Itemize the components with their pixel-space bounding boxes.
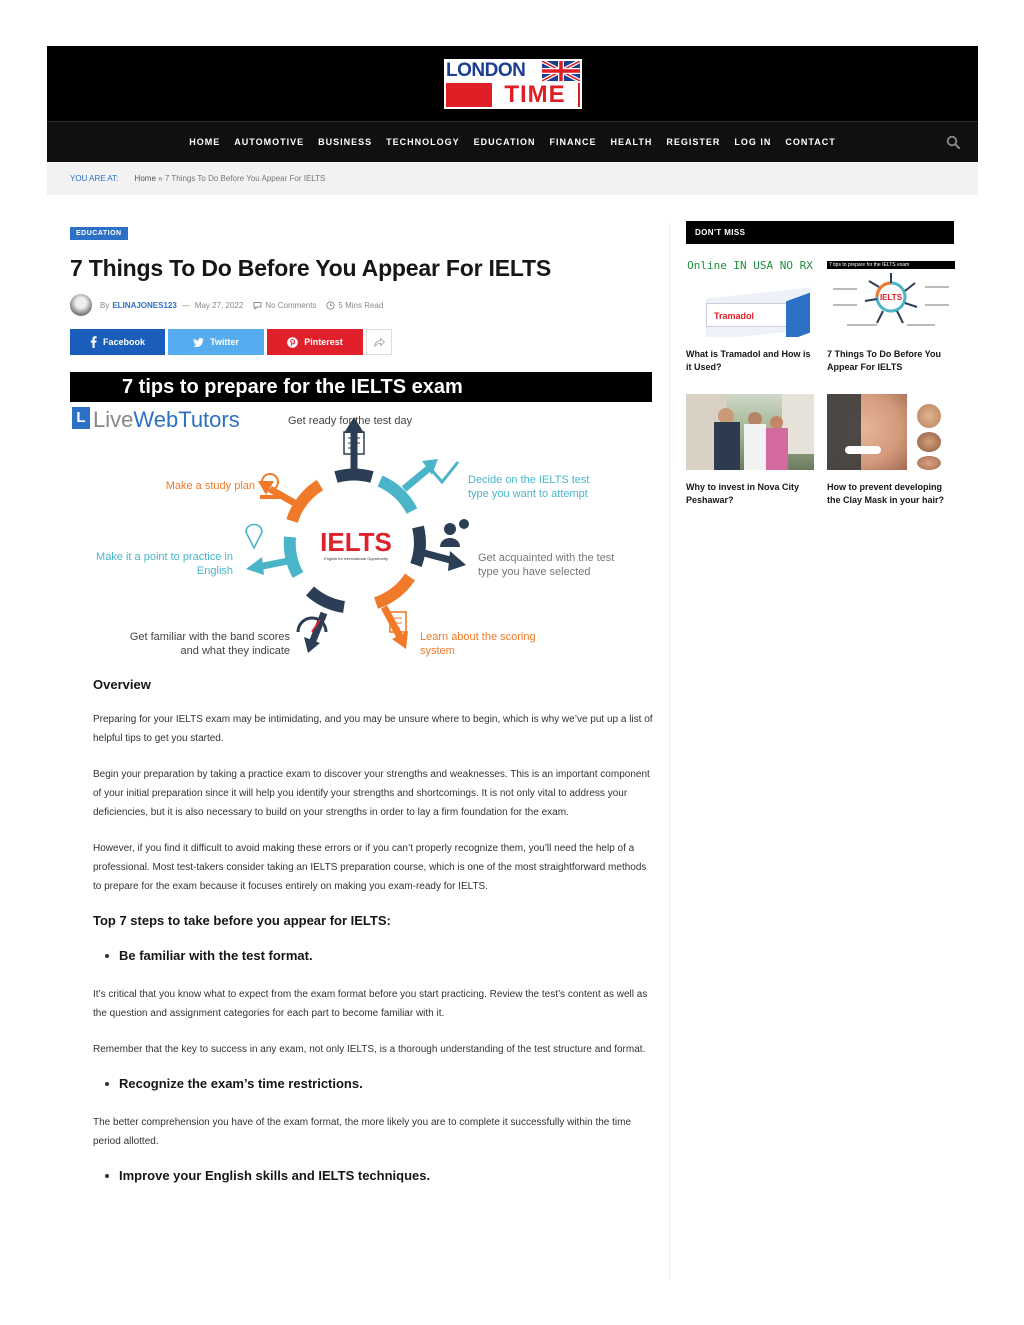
facebook-icon bbox=[90, 336, 97, 348]
paragraph: However, if you find it difficult to avoid making these errors or if you can’t properly recognize them, you’ll need the help of a professional. Most test-takers consider taking an IELTS preparation course, which is one of the most straightforward methods to prepare for the exam because it focuses entirely on making you exam-ready for IELTS. bbox=[93, 843, 647, 892]
post-thumbnail[interactable]: Online IN USA NO RX Tramadol bbox=[686, 261, 814, 337]
main-navigation bbox=[47, 121, 978, 162]
featured-banner: 7 tips to prepare for the IELTS exam bbox=[70, 372, 652, 402]
paragraph: Remember that the key to success in any exam, not only IELTS, is a thorough understanding of the test structure and format. bbox=[93, 1044, 646, 1055]
category-badge[interactable]: EDUCATION bbox=[70, 227, 128, 240]
clock-icon bbox=[326, 301, 335, 310]
dont-miss-heading: DON'T MISS bbox=[686, 221, 954, 244]
sidebar-post[interactable] bbox=[827, 261, 955, 374]
paragraph: Preparing for your IELTS exam may be intimidating, and you may be unsure where to begin, which is why we’ve put up a list of helpful tips to get you started. bbox=[93, 714, 653, 744]
nav-item-home[interactable]: HOME bbox=[189, 137, 221, 147]
share-twitter-button[interactable] bbox=[168, 329, 264, 355]
comments-count: No Comments bbox=[265, 300, 317, 310]
by-label: By bbox=[100, 300, 110, 310]
column-divider bbox=[669, 222, 670, 1280]
twitter-icon bbox=[193, 338, 204, 347]
tip-3: Get acquainted with the test type you have selected bbox=[478, 552, 615, 578]
tip-7: Make a study plan bbox=[165, 480, 255, 492]
breadcrumb-separator: » bbox=[158, 174, 163, 183]
pinterest-label: Pinterest bbox=[304, 337, 343, 347]
post-header bbox=[70, 222, 652, 664]
logo-bottom-bar bbox=[446, 83, 580, 107]
nav-menu bbox=[47, 122, 978, 163]
share-facebook-button[interactable] bbox=[70, 329, 165, 355]
post-date: May 27, 2022 bbox=[194, 300, 244, 310]
site-header bbox=[47, 46, 978, 121]
author-link[interactable]: ELINAJONES123 bbox=[112, 300, 177, 310]
paragraph: It’s critical that you know what to expect from the exam format before you start practicing. Review the test’s content as well as the question and assignment categories for each part to become familiar with it. bbox=[93, 989, 648, 1019]
nav-item-register[interactable]: REGISTER bbox=[666, 137, 721, 147]
comments-link[interactable] bbox=[253, 301, 316, 310]
sidebar-post[interactable] bbox=[686, 261, 814, 374]
overview-heading: Overview bbox=[93, 677, 151, 692]
nav-item-finance[interactable]: FINANCE bbox=[549, 137, 597, 147]
pinterest-icon bbox=[287, 337, 298, 348]
search-icon[interactable] bbox=[946, 135, 960, 149]
breadcrumb-home-link[interactable]: Home bbox=[134, 174, 156, 183]
post-meta bbox=[70, 294, 652, 316]
step-bullet: Recognize the exam’s time restrictions. bbox=[105, 1076, 653, 1091]
post-title-link[interactable]: 7 Things To Do Before You Appear For IELTS bbox=[827, 349, 942, 372]
breadcrumb-label: YOU ARE AT: bbox=[70, 174, 119, 183]
site-logo[interactable] bbox=[444, 59, 582, 109]
post-thumbnail[interactable] bbox=[686, 394, 814, 470]
read-time-text: 5 Mins Read bbox=[338, 300, 384, 310]
nav-item-health[interactable]: HEALTH bbox=[610, 137, 653, 147]
nav-item-technology[interactable]: TECHNOLOGY bbox=[386, 137, 460, 147]
breadcrumb-current: 7 Things To Do Before You Appear For IELTS bbox=[164, 174, 326, 183]
nav-item-education[interactable]: EDUCATION bbox=[473, 137, 536, 147]
breadcrumb bbox=[47, 162, 978, 195]
union-flag-icon bbox=[542, 61, 580, 81]
article-body bbox=[93, 677, 653, 1205]
post-thumbnail[interactable]: 7 tips to prepare for the IELTS exam IELTS bbox=[827, 261, 955, 337]
featured-image bbox=[70, 372, 652, 664]
steps-heading: Top 7 steps to take before you appear for IELTS: bbox=[93, 913, 391, 928]
featured-brand: L LiveWebTutors bbox=[72, 407, 240, 433]
post-title-link[interactable]: What is Tramadol and How is it Used? bbox=[686, 349, 811, 372]
share-more-button[interactable] bbox=[366, 329, 392, 355]
step-bullet: Improve your English skills and IELTS techniques. bbox=[105, 1168, 653, 1183]
paragraph: The better comprehension you have of the exam format, the more likely you are to complete it successfully within the time period allotted. bbox=[93, 1117, 632, 1147]
step-bullet: Be familiar with the test format. bbox=[105, 948, 653, 963]
post-title: 7 Things To Do Before You Appear For IELTS bbox=[70, 255, 552, 281]
read-time bbox=[326, 301, 383, 310]
svg-text:IELTS: IELTS bbox=[879, 293, 903, 302]
sidebar-post[interactable] bbox=[827, 394, 955, 507]
share-icon bbox=[374, 338, 385, 347]
tip-1: Get ready for the test day bbox=[288, 415, 413, 427]
nav-item-contact[interactable]: CONTACT bbox=[785, 137, 836, 147]
nav-item-business[interactable]: BUSINESS bbox=[318, 137, 373, 147]
meta-dash: — bbox=[181, 300, 190, 310]
comment-icon bbox=[253, 301, 262, 310]
featured-center-text: IELTS English for International Opportunity bbox=[320, 527, 392, 561]
nav-item-automotive[interactable]: AUTOMOTIVE bbox=[234, 137, 305, 147]
sidebar-post[interactable] bbox=[686, 394, 814, 507]
nav-item-log-in[interactable]: LOG IN bbox=[734, 137, 772, 147]
post-title-link[interactable]: How to prevent developing the Clay Mask in your hair? bbox=[827, 482, 945, 505]
tip-5: Get familiar with the band scores and what they indicate bbox=[129, 631, 290, 657]
author-avatar[interactable] bbox=[70, 294, 92, 316]
post-title-link[interactable]: Why to invest in Nova City Peshawar? bbox=[686, 482, 800, 505]
twitter-label: Twitter bbox=[210, 337, 239, 347]
tip-2: Decide on the IELTS test type you want to attempt bbox=[468, 474, 590, 500]
logo-text-top: LONDON bbox=[446, 60, 526, 81]
facebook-label: Facebook bbox=[102, 337, 145, 347]
post-thumbnail[interactable] bbox=[827, 394, 955, 470]
sidebar bbox=[686, 221, 954, 505]
paragraph: Begin your preparation by taking a practice exam to discover your strengths and weaknesses. This is an important component of your initial preparation since it will help you identify your strengths and shortcomings. It is not only vital to address your deficiencies, but it is also necessary to build on your strengths in order to lay a firm foundation for the exam. bbox=[93, 769, 650, 818]
share-pinterest-button[interactable] bbox=[267, 329, 363, 355]
tip-4: Learn about the scoring system bbox=[420, 631, 536, 657]
tip-6: Make it a point to practice in English bbox=[96, 551, 233, 577]
share-buttons bbox=[70, 329, 652, 355]
logo-text-bottom: TIME bbox=[492, 83, 578, 107]
